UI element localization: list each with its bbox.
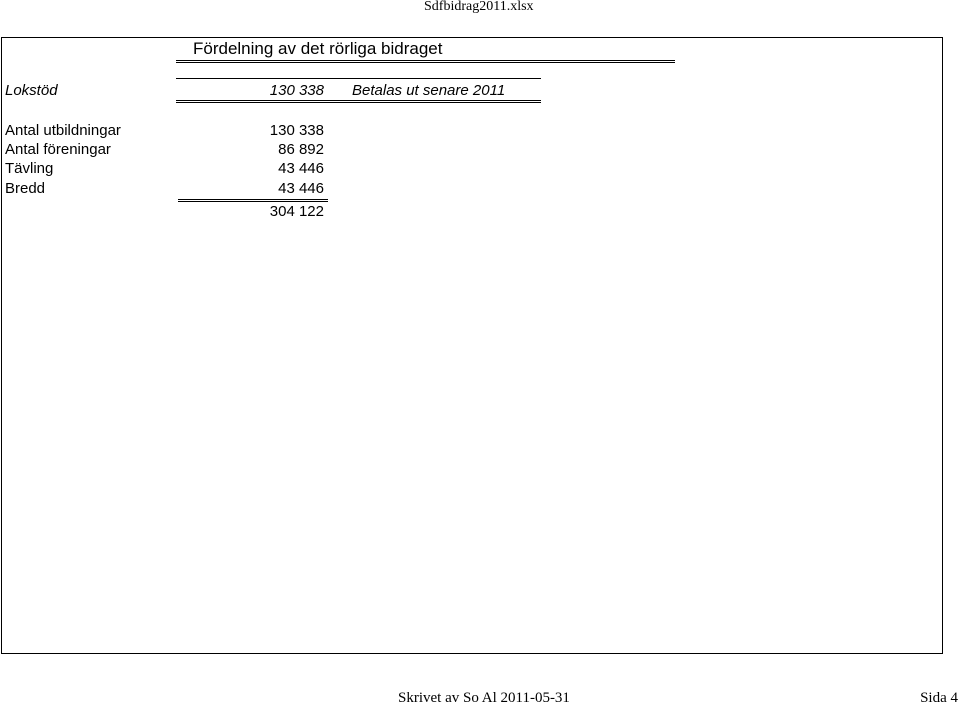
total-double-underline [178,199,328,202]
row-value-antal-foreningar: 86 892 [278,141,324,158]
total-value: 304 122 [269,203,324,220]
lokstod-label: Lokstöd [5,82,58,99]
row-value-antal-utbildningar: 130 338 [269,122,324,139]
sheet-title: Fördelning av det rörliga bidraget [193,39,443,58]
footer-printed-by: Skrivet av So Al 2011-05-31 [398,690,570,706]
lokstod-note: Betalas ut senare 2011 [352,82,506,99]
print-area-frame [1,37,943,654]
row-value-tavling: 43 446 [278,160,324,177]
row-label-antal-foreningar: Antal föreningar [5,141,111,158]
title-underline [176,60,675,63]
row-label-bredd: Bredd [5,180,46,197]
row-label-tavling: Tävling [5,160,54,177]
lokstod-bottom-border [176,100,541,103]
lokstod-value: 130 338 [269,82,324,99]
row-label-antal-utbildningar: Antal utbildningar [5,122,121,139]
lokstod-top-border [176,78,541,79]
document-filename: Sdfbidrag2011.xlsx [424,0,534,14]
footer-page-number: Sida 4 [920,690,958,706]
row-value-bredd: 43 446 [278,180,324,197]
